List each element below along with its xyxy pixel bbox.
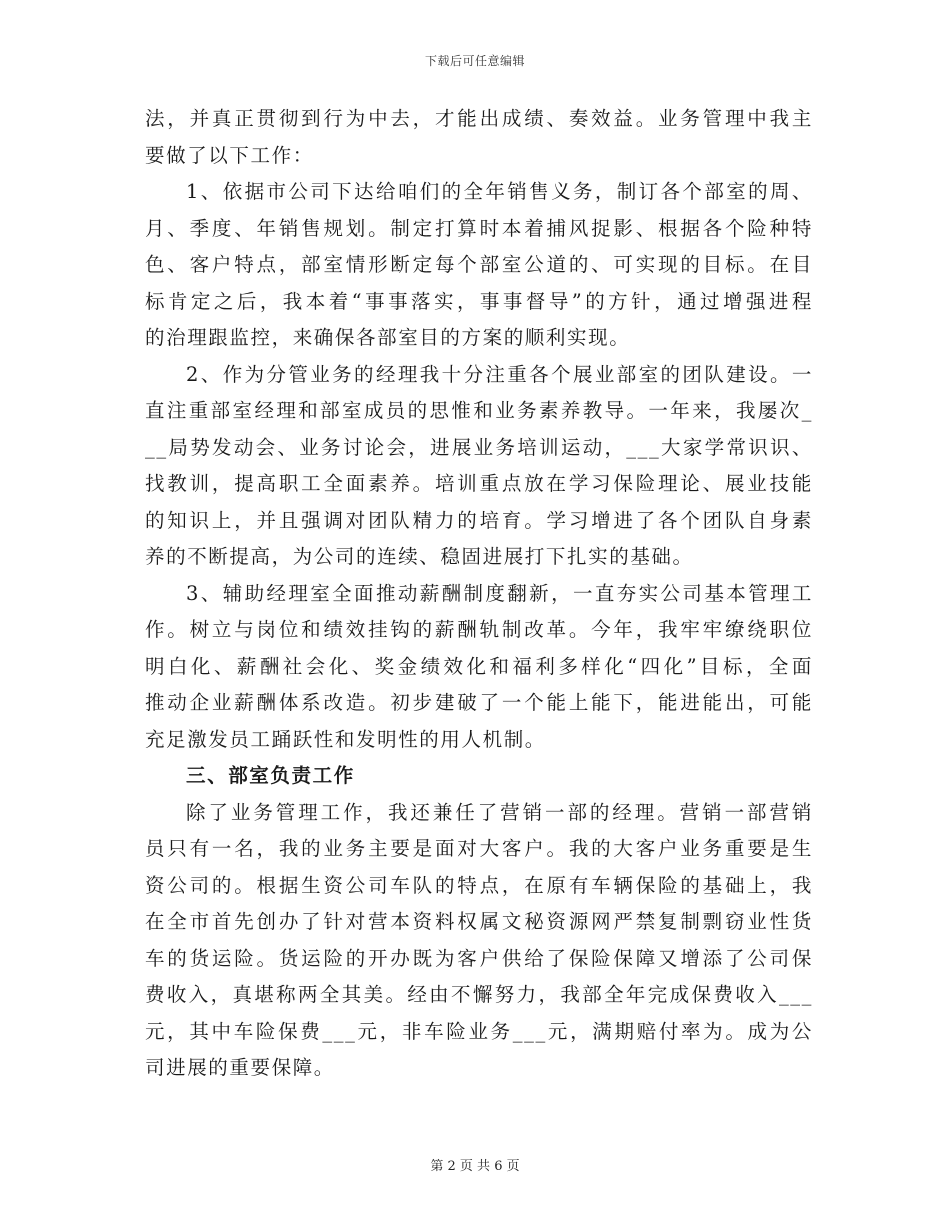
text-line: 2、作为分管业务的经理我十分注重各个展业部室的团队建设。一	[186, 362, 813, 386]
text-line: 的治理跟监控，来确保各部室目的方案的顺利实现。	[145, 326, 631, 349]
text-line: 要做了以下工作：	[145, 143, 314, 167]
text-line: 司进展的重要保障。	[145, 1056, 335, 1079]
body-text	[145, 101, 813, 1087]
text-line: 元，其中车险保费___元，非车险业务___元，满期赔付率为。成为公	[145, 1019, 813, 1043]
text-line: 月、季度、年销售规划。制定打算时本着捕风捉影、根据各个险种特	[145, 216, 813, 240]
text-line: __局势发动会、业务讨论会，进展业务培训运动，___大家学常识识、	[145, 435, 813, 459]
text-line: 3、辅助经理室全面推动薪酬制度翻新，一直夯实公司基本管理工	[186, 581, 813, 605]
page-footer: 第 2 页 共 6 页	[430, 1159, 520, 1174]
text-line: 员只有一名，我的业务主要是面对大客户。我的大客户业务重要是生	[145, 837, 813, 860]
text-line: 作。树立与岗位和绩效挂钩的薪酬轨制改革。今年，我牢牢缭绕职位	[145, 618, 813, 641]
text-line: 明白化、薪酬社会化、奖金绩效化和福利多样化“四化”目标，全面	[145, 654, 813, 678]
text-line: 推动企业薪酬体系改造。初步建破了一个能上能下，能进能出，可能	[145, 691, 813, 714]
text-line: 资公司的。根据生资公司车队的特点，在原有车辆保险的基础上，我	[145, 873, 813, 897]
text-line: 充足激发员工踊跃性和发明性的用人机制。	[145, 727, 546, 751]
text-line: 养的不断提高，为公司的连续、稳固进展打下扎实的基础。	[145, 545, 694, 568]
text-line: 标肯定之后，我本着“事事落实，事事督导”的方针，通过增强进程	[145, 289, 813, 313]
page-header: 下载后可任意编辑	[424, 54, 525, 68]
text-line: 直注重部室经理和部室成员的思惟和业务素养教导。一年来，我屡次_	[145, 399, 813, 422]
text-line: 找教训，提高职工全面素养。培训重点放在学习保险理论、展业技能	[145, 472, 813, 495]
text-line: 费收入，真堪称两全其美。经由不懈努力，我部全年完成保费收入___	[145, 983, 813, 1006]
text-line: 的知识上，并且强调对团队精力的培育。学习增进了各个团队自身素	[145, 508, 813, 532]
text-line: 色、客户特点，部室情形断定每个部室公道的、可实现的目标。在目	[145, 253, 813, 276]
text-line: 1、依据市公司下达给咱们的全年销售义务，制订各个部室的周、	[186, 180, 813, 203]
text-line: 车的货运险。货运险的开办既为客户供给了保险保障又增添了公司保	[145, 946, 813, 970]
text-line: 法，并真正贯彻到行为中去，才能出成绩、奏效益。业务管理中我主	[145, 107, 813, 130]
section-heading: 三、部室负责工作	[186, 764, 355, 787]
text-line: 在全市首先创办了针对营本资料权属文秘资源网严禁复制剽窃业性货	[145, 910, 813, 933]
text-line: 除了业务管理工作，我还兼任了营销一部的经理。营销一部营销	[186, 800, 813, 824]
